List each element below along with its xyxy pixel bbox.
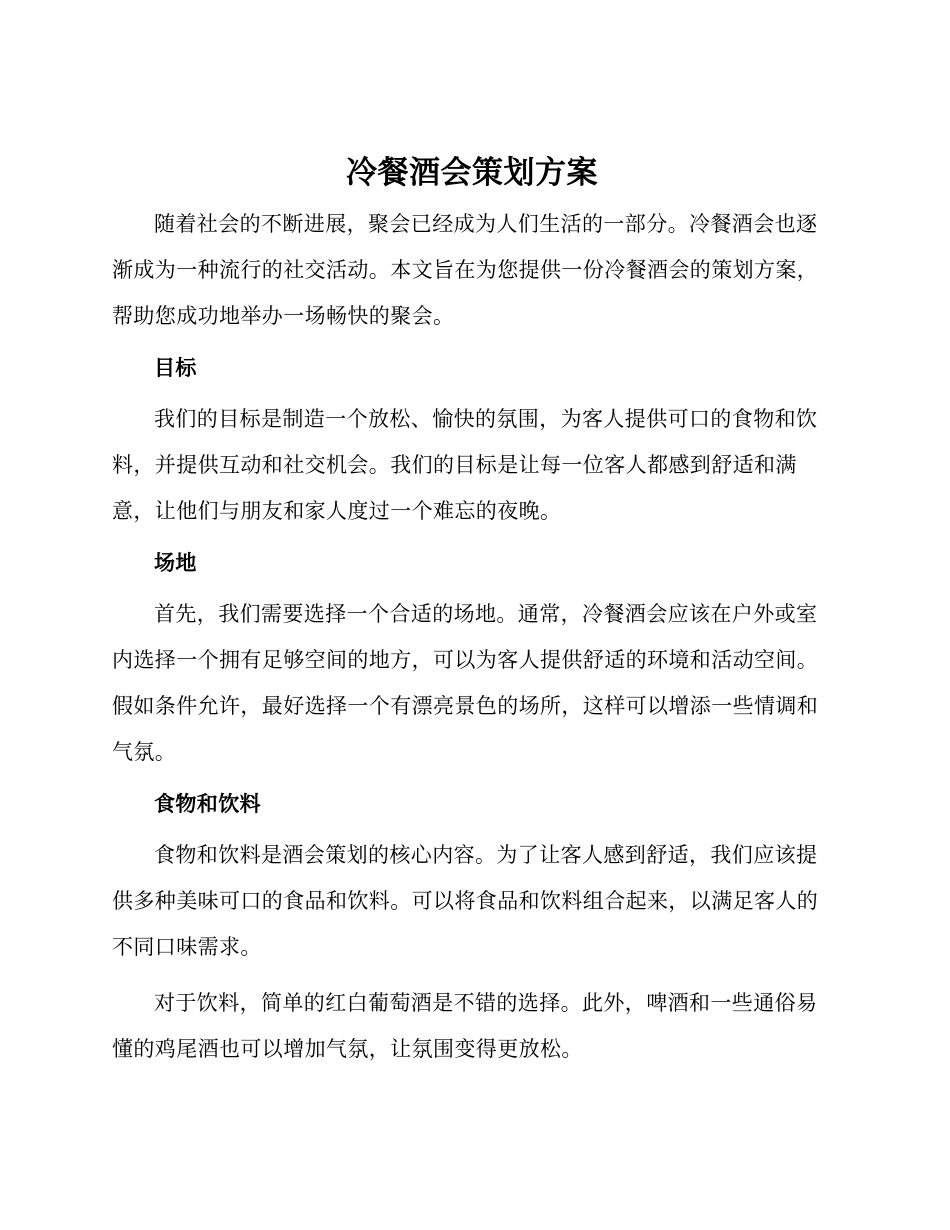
- section-heading-food-drinks: 食物和饮料: [154, 792, 261, 816]
- food-drinks-paragraph-1: 食物和饮料是酒会策划的核心内容。为了让客人感到舒适，我们应该提供多种美味可口的食品和饮料。可以将食品和饮料组合起来，以满足客人的不同口味需求。: [112, 843, 819, 959]
- document-title: 冷餐酒会策划方案: [346, 155, 598, 191]
- section-heading-venue: 场地: [154, 551, 197, 575]
- venue-paragraph: 首先，我们需要选择一个合适的场地。通常，冷餐酒会应该在户外或室内选择一个拥有足够空间的地方，可以为客人提供舒适的环境和活动空间。假如条件允许，最好选择一个有漂亮景色的场所，这样可以增添一些情调和气氛。: [112, 602, 819, 764]
- goal-paragraph: 我们的目标是制造一个放松、愉快的氛围，为客人提供可口的食物和饮料，并提供互动和社交机会。我们的目标是让每一位客人都感到舒适和满意，让他们与朋友和家人度过一个难忘的夜晚。: [112, 407, 818, 523]
- intro-paragraph: 随着社会的不断进展，聚会已经成为人们生活的一部分。冷餐酒会也逐渐成为一种流行的社交活动。本文旨在为您提供一份冷餐酒会的策划方案，帮助您成功地举办一场畅快的聚会。: [112, 212, 819, 328]
- section-heading-goal: 目标: [154, 356, 197, 380]
- document-content: [112, 150, 832, 1072]
- food-drinks-paragraph-2: 对于饮料，简单的红白葡萄酒是不错的选择。此外，啤酒和一些通俗易懂的鸡尾酒也可以增加气氛，让氛围变得更放松。: [112, 991, 818, 1061]
